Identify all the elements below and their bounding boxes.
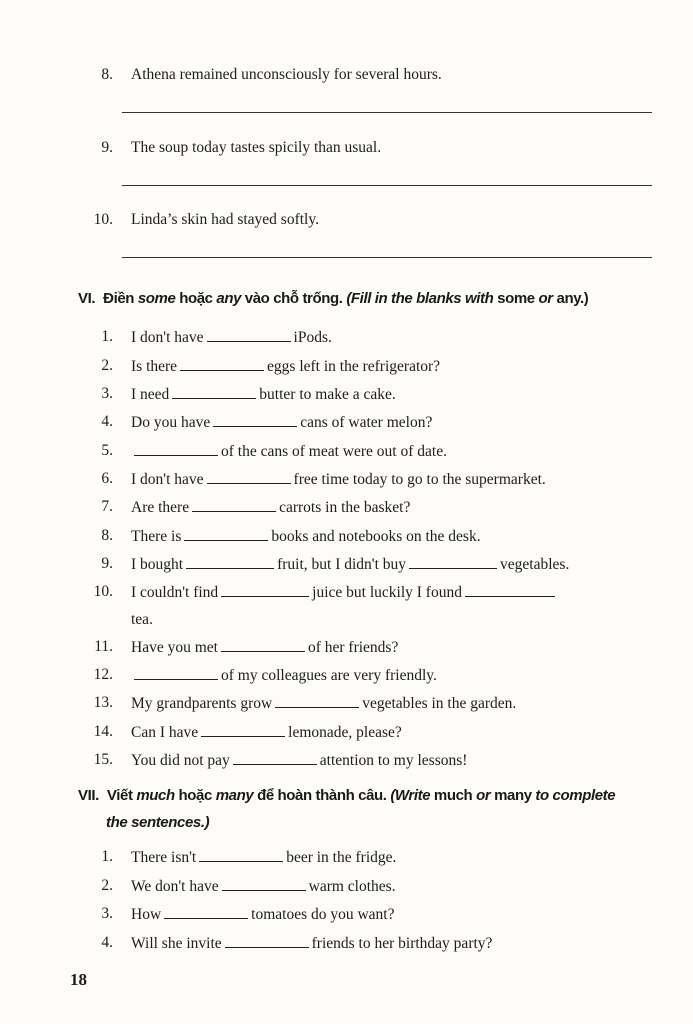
item-text-segment: vegetables. <box>500 556 570 573</box>
heading-text: vào chỗ trống. <box>241 290 347 307</box>
item-text: The soup today tastes spicily than usual. <box>131 139 382 156</box>
item-text-segment: iPods. <box>293 329 332 346</box>
item-text <box>131 875 396 898</box>
fill-blank[interactable] <box>134 440 218 456</box>
item-number: 2. <box>101 877 113 894</box>
item-number: 10. <box>93 211 113 228</box>
heading-text: Viết <box>106 787 137 804</box>
exercise-item <box>0 440 693 462</box>
item-text-segment: free time today to go to the supermarket. <box>293 471 546 488</box>
item-text-segment: I bought <box>131 556 184 573</box>
item-text <box>131 383 396 406</box>
exercise-item <box>0 749 693 771</box>
item-text-segment: I need <box>131 386 170 403</box>
item-text <box>131 468 546 491</box>
item-text <box>131 664 437 687</box>
exercise-item <box>0 525 693 547</box>
heading-text: để hoàn thành câu. <box>253 787 391 804</box>
exercise-item <box>0 64 693 86</box>
item-text-segment: eggs left in the refrigerator? <box>267 358 441 375</box>
fill-blank[interactable] <box>225 932 309 948</box>
fill-blank[interactable] <box>134 664 218 680</box>
item-text-segment: We don't have <box>131 878 219 895</box>
section-heading <box>78 782 615 809</box>
item-text <box>131 355 440 378</box>
item-text <box>131 721 402 744</box>
item-text: Athena remained unconsciously for several hours. <box>131 66 442 83</box>
fill-blank[interactable] <box>180 355 264 371</box>
exercise-item <box>0 903 693 925</box>
exercise-item <box>0 664 693 686</box>
fill-blank[interactable] <box>172 383 256 399</box>
item-number: 3. <box>101 385 113 402</box>
item-text-segment: vegetables in the garden. <box>362 695 517 712</box>
item-text-segment: There is <box>131 528 182 545</box>
item-text <box>131 846 396 869</box>
item-text-segment: Will she invite <box>131 935 222 952</box>
item-number: 12. <box>93 666 113 683</box>
item-text-segment: I don't have <box>131 329 204 346</box>
item-text-segment: There isn't <box>131 849 197 866</box>
heading-text: many <box>215 787 254 804</box>
item-text-segment: butter to make a cake. <box>259 386 396 403</box>
exercise-item <box>0 721 693 743</box>
item-text-segment: of my colleagues are very friendly. <box>221 667 437 684</box>
heading-text: or <box>534 290 557 307</box>
exercise-item <box>0 383 693 405</box>
item-text: tea. <box>131 611 153 628</box>
heading-text: hoặc <box>174 787 216 804</box>
item-number: 4. <box>101 934 113 951</box>
fill-blank[interactable] <box>184 525 268 541</box>
item-text <box>131 326 332 349</box>
item-text-segment: How <box>131 906 162 923</box>
item-text-segment: Do you have <box>131 414 211 431</box>
answer-line[interactable] <box>122 257 652 258</box>
fill-blank[interactable] <box>465 581 555 597</box>
fill-blank[interactable] <box>213 411 297 427</box>
heading-text: or <box>472 787 495 804</box>
fill-blank[interactable] <box>207 468 291 484</box>
item-text-segment: carrots in the basket? <box>279 499 411 516</box>
item-text <box>131 932 492 955</box>
item-text-segment: tomatoes do you want? <box>251 906 395 923</box>
item-text-segment: You did not pay <box>131 752 230 769</box>
item-text <box>131 525 481 548</box>
item-text-segment: Is there <box>131 358 178 375</box>
heading-text: much <box>433 787 473 804</box>
fill-blank[interactable] <box>201 721 285 737</box>
item-number: 2. <box>101 357 113 374</box>
fill-blank[interactable] <box>199 846 283 862</box>
page-number: 18 <box>70 970 87 989</box>
item-number: 3. <box>101 905 113 922</box>
item-text-segment: attention to my lessons! <box>319 752 468 769</box>
item-text <box>131 749 467 772</box>
heading-text: Điền <box>103 290 138 307</box>
exercise-item <box>0 846 693 868</box>
item-text-segment: juice but luckily I found <box>312 584 462 601</box>
fill-blank[interactable] <box>275 692 359 708</box>
item-number: 8. <box>101 66 113 83</box>
heading-text: some <box>137 290 176 307</box>
item-number: 11. <box>94 638 113 655</box>
heading-text: some <box>497 290 535 307</box>
heading-text: any.) <box>556 290 589 307</box>
item-text <box>131 440 447 463</box>
heading-text: any <box>216 290 242 307</box>
item-text-segment: friends to her birthday party? <box>311 935 493 952</box>
item-text-segment: I don't have <box>131 471 204 488</box>
item-text-segment: I couldn't find <box>131 584 219 601</box>
fill-blank[interactable] <box>409 553 497 569</box>
heading-text: the sentences.) <box>106 814 210 831</box>
exercise-item <box>0 692 693 714</box>
exercise-item <box>0 355 693 377</box>
heading-text: (Write <box>390 787 434 804</box>
item-text <box>131 636 398 659</box>
item-number: 8. <box>101 527 113 544</box>
fill-blank[interactable] <box>192 496 276 512</box>
fill-blank[interactable] <box>221 636 305 652</box>
fill-blank[interactable] <box>233 749 317 765</box>
exercise-item <box>0 209 693 231</box>
exercise-item <box>0 326 693 348</box>
exercise-item <box>0 411 693 433</box>
answer-line[interactable] <box>122 185 652 186</box>
item-number: 9. <box>101 555 113 572</box>
item-number: 1. <box>101 848 113 865</box>
exercise-item <box>0 496 693 518</box>
section-heading <box>78 285 588 312</box>
exercise-item <box>0 553 693 575</box>
fill-blank[interactable] <box>164 903 248 919</box>
exercise-item <box>0 875 693 897</box>
fill-blank[interactable] <box>222 875 306 891</box>
answer-line[interactable] <box>122 112 652 113</box>
item-text-segment: lemonade, please? <box>288 724 402 741</box>
item-text <box>131 496 410 519</box>
item-text-segment: Have you met <box>131 639 218 656</box>
heading-text: to complete <box>531 787 616 804</box>
item-text-segment: cans of water melon? <box>300 414 433 431</box>
item-text-segment: beer in the fridge. <box>286 849 397 866</box>
item-number: 13. <box>93 694 113 711</box>
section-label: VI. <box>78 290 96 307</box>
heading-text: much <box>136 787 175 804</box>
item-text-segment: warm clothes. <box>308 878 396 895</box>
item-text-segment: Are there <box>131 499 190 516</box>
item-number: 9. <box>101 139 113 156</box>
fill-blank[interactable] <box>186 553 274 569</box>
section-label: VII. <box>78 787 99 804</box>
exercise-item <box>0 636 693 658</box>
item-text-segment: Can I have <box>131 724 199 741</box>
item-number: 10. <box>93 583 113 600</box>
item-text-segment: My grandparents grow <box>131 695 273 712</box>
item-text <box>131 411 432 434</box>
item-continuation <box>0 609 693 631</box>
item-text-segment: of the cans of meat were out of date. <box>221 443 447 460</box>
item-text: Linda’s skin had stayed softly. <box>131 211 319 228</box>
item-text <box>131 692 516 715</box>
item-number: 15. <box>93 751 113 768</box>
exercise-item <box>0 468 693 490</box>
heading-text: hoặc <box>175 290 217 307</box>
item-text-segment: fruit, but I didn't buy <box>277 556 407 573</box>
item-number: 14. <box>93 723 113 740</box>
item-text <box>131 903 395 926</box>
exercise-item <box>0 581 693 603</box>
item-number: 6. <box>101 470 113 487</box>
exercise-item <box>0 932 693 954</box>
item-number: 5. <box>101 442 113 459</box>
item-text <box>131 581 558 604</box>
item-text-segment: of her friends? <box>307 639 399 656</box>
fill-blank[interactable] <box>221 581 309 597</box>
exercise-item <box>0 137 693 159</box>
item-text-segment: books and notebooks on the desk. <box>271 528 481 545</box>
item-number: 4. <box>101 413 113 430</box>
item-text <box>131 553 569 576</box>
item-number: 1. <box>101 328 113 345</box>
item-number: 7. <box>101 498 113 515</box>
heading-text: (Fill in the blanks with <box>346 290 498 307</box>
heading-text: many <box>494 787 532 804</box>
section-heading-line2 <box>106 809 209 836</box>
fill-blank[interactable] <box>207 326 291 342</box>
